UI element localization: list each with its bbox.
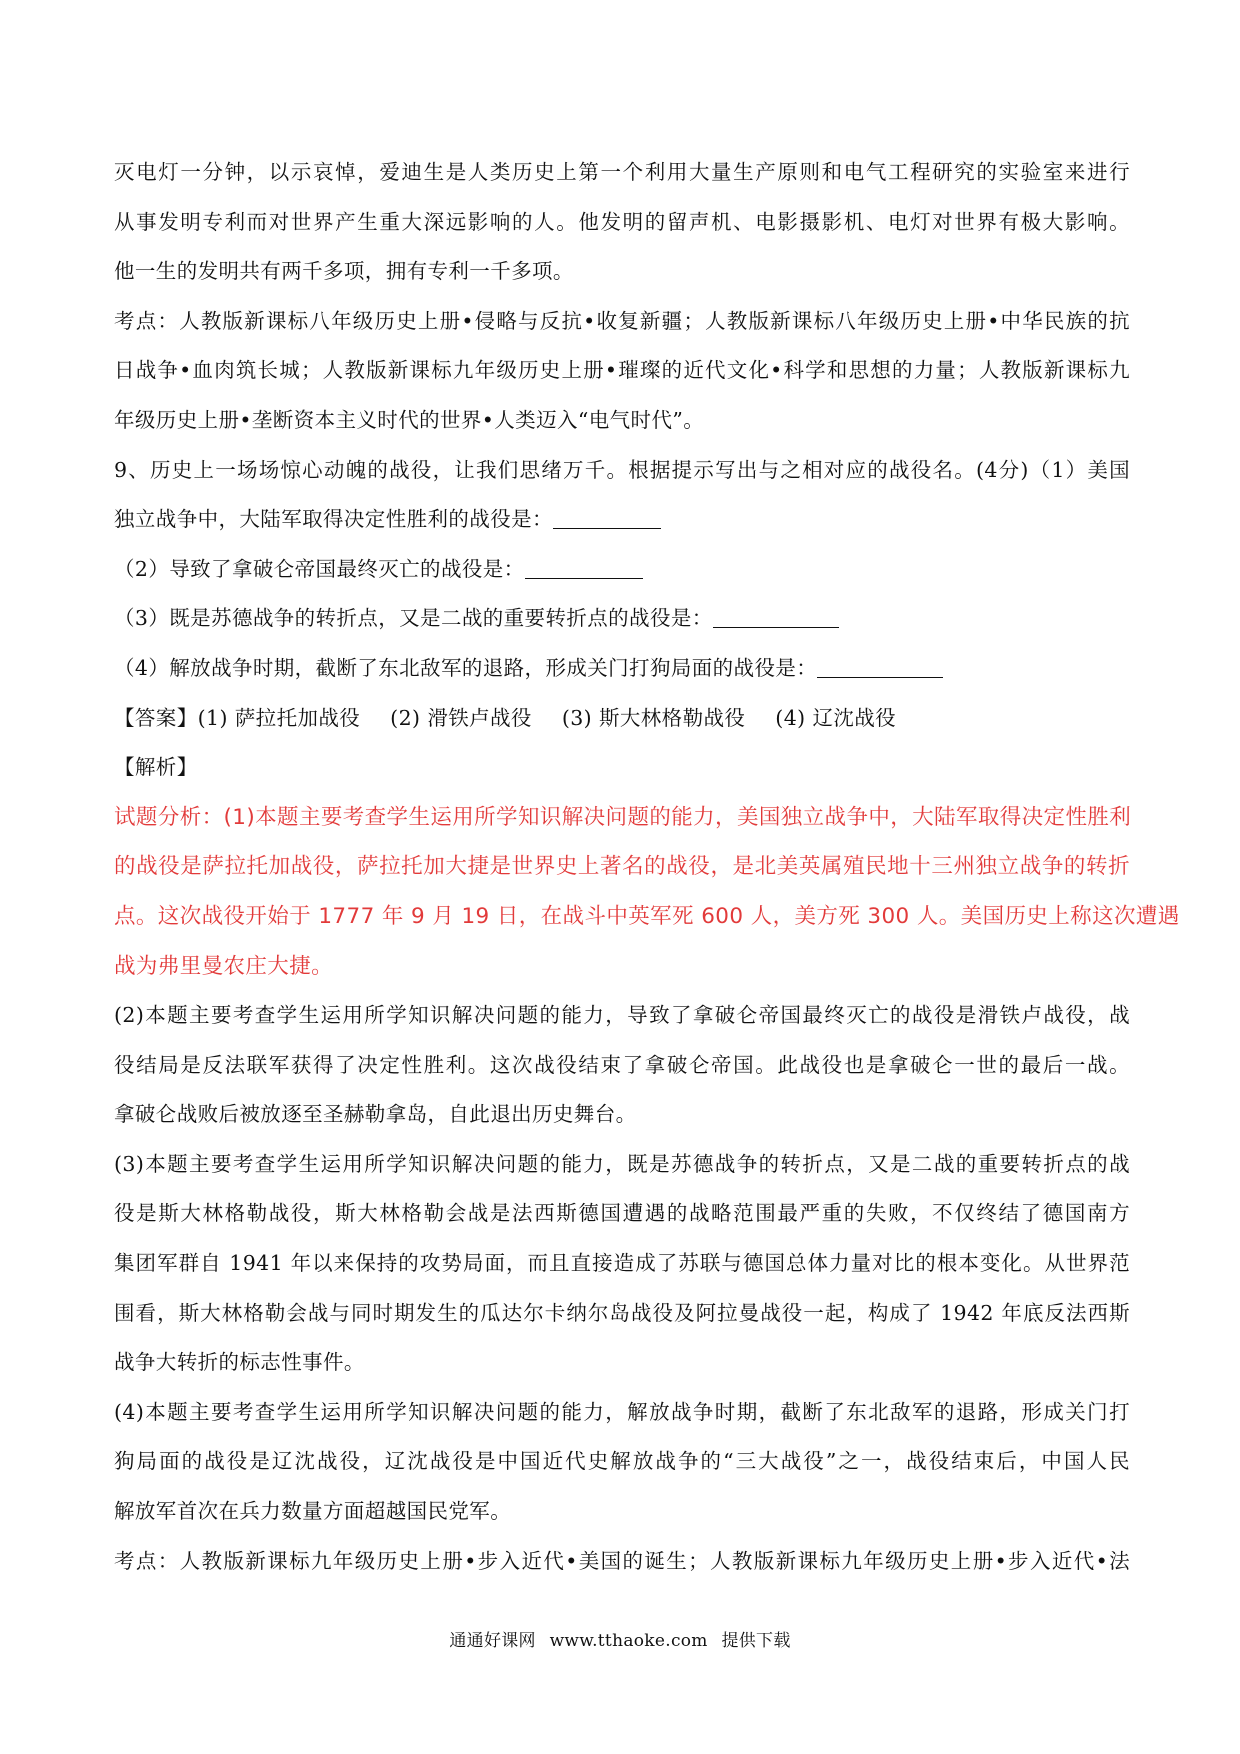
answer-blank bbox=[525, 556, 643, 579]
paragraph-line: 他一生的发明共有两千多项，拥有专利一千多项。 bbox=[114, 259, 574, 284]
document-body bbox=[114, 148, 1180, 1586]
analysis-4-line: 狗局面的战役是辽沈战役，辽沈战役是中国近代史解放战争的“三大战役”之一，战役结束后，中国人民 bbox=[114, 1449, 1130, 1474]
answer-3: (3) 斯大林格勒战役 bbox=[561, 705, 746, 730]
kaodian-line: 考点：人教版新课标九年级历史上册•步入近代•美国的诞生；人教版新课标九年级历史上册•步入近代•法 bbox=[114, 1548, 1130, 1573]
analysis-red-line: 试题分析：(1)本题主要考查学生运用所学知识解决问题的能力，美国独立战争中，大陆军取得决定性胜利 bbox=[114, 804, 1132, 830]
analysis-3-line: 战争大转折的标志性事件。 bbox=[114, 1350, 365, 1375]
question-text: （2）导致了拿破仑帝国最终灭亡的战役是： bbox=[114, 556, 525, 581]
analysis-2-line: 拿破仑战败后被放逐至圣赫勒拿岛，自此退出历史舞台。 bbox=[114, 1102, 637, 1127]
answer-label: 【答案】 bbox=[114, 705, 198, 730]
page-footer bbox=[0, 1626, 1240, 1651]
question-text: （4）解放战争时期，截断了东北敌军的退路，形成关门打狗局面的战役是： bbox=[114, 655, 818, 680]
paragraph-line: 从事发明专利而对世界产生重大深远影响的人。他发明的留声机、电影摄影机、电灯对世界有极大影响。 bbox=[114, 209, 1130, 234]
question-stem: 9、历史上一场场惊心动魄的战役，让我们思绪万千。根据提示写出与之相对应的战役名。(4分)（1）美国 bbox=[114, 457, 1130, 482]
question-item-1 bbox=[114, 495, 1130, 545]
question-text: 独立战争中，大陆军取得决定性胜利的战役是： bbox=[114, 507, 553, 532]
analysis-red-line: 点。这次战役开始于 1777 年 9 月 19 日，在战斗中英军死 600 人，美方死 300 人。美国历史上称这次遭遇 bbox=[114, 903, 1180, 929]
kaodian-line: 考点：人教版新课标八年级历史上册•侵略与反抗•收复新疆；人教版新课标八年级历史上册•中华民族的抗 bbox=[114, 308, 1130, 333]
answer-1: (1) 萨拉托加战役 bbox=[197, 705, 361, 730]
analysis-3-line: (3)本题主要考查学生运用所学知识解决问题的能力，既是苏德战争的转折点，又是二战的重要转折点的战 bbox=[114, 1151, 1130, 1176]
kaodian-line: 年级历史上册•垄断资本主义时代的世界•人类迈入“电气时代”。 bbox=[114, 407, 705, 432]
answer-4: (4) 辽沈战役 bbox=[775, 705, 897, 730]
footer-site-name: 通通好课网 bbox=[449, 1631, 536, 1651]
answer-2: (2) 滑铁卢战役 bbox=[390, 705, 532, 730]
answer-blank bbox=[713, 605, 839, 628]
question-item-2 bbox=[114, 545, 1130, 595]
question-item-4 bbox=[114, 644, 1130, 694]
analysis-4-line: 解放军首次在兵力数量方面超越国民党军。 bbox=[114, 1499, 512, 1524]
kaodian-line: 日战争•血肉筑长城；人教版新课标九年级历史上册•璀璨的近代文化•科学和思想的力量；人教版新课标九 bbox=[114, 358, 1130, 383]
analysis-3-line: 役是斯大林格勒战役，斯大林格勒会战是法西斯德国遭遇的战略范围最严重的失败，不仅终结了德国南方 bbox=[114, 1201, 1130, 1226]
analysis-3-line: 集团军群自 1941 年以来保持的攻势局面，而且直接造成了苏联与德国总体力量对比的根本变化。从世界范 bbox=[114, 1251, 1130, 1276]
analysis-2-line: (2)本题主要考查学生运用所学知识解决问题的能力，导致了拿破仑帝国最终灭亡的战役是滑铁卢战役，战 bbox=[114, 1003, 1130, 1028]
answer-line bbox=[114, 694, 1130, 744]
analysis-2-line: 役结局是反法联军获得了决定性胜利。这次战役结束了拿破仑帝国。此战役也是拿破仑一世的最后一战。 bbox=[114, 1052, 1130, 1077]
answer-blank bbox=[553, 506, 661, 529]
analysis-label: 【解析】 bbox=[114, 755, 198, 780]
question-text: （3）既是苏德战争的转折点，又是二战的重要转折点的战役是： bbox=[114, 606, 713, 631]
question-item-3 bbox=[114, 594, 1130, 644]
paragraph-line: 灭电灯一分钟，以示哀悼，爱迪生是人类历史上第一个利用大量生产原则和电气工程研究的实验室来进行 bbox=[114, 160, 1130, 184]
answer-blank bbox=[817, 655, 943, 678]
footer-url[interactable]: www.tthaoke.com bbox=[549, 1631, 708, 1651]
analysis-4-line: (4)本题主要考查学生运用所学知识解决问题的能力，解放战争时期，截断了东北敌军的退路，形成关门打 bbox=[114, 1399, 1130, 1424]
footer-suffix: 提供下载 bbox=[721, 1631, 791, 1651]
analysis-red-line: 战为弗里曼农庄大捷。 bbox=[114, 953, 334, 979]
analysis-red-line: 的战役是萨拉托加战役，萨拉托加大捷是世界史上著名的战役，是北美英属殖民地十三州独立战争的转折 bbox=[114, 854, 1130, 880]
analysis-3-line: 围看，斯大林格勒会战与同时期发生的瓜达尔卡纳尔岛战役及阿拉曼战役一起，构成了 1942 年底反法西斯 bbox=[114, 1300, 1130, 1325]
